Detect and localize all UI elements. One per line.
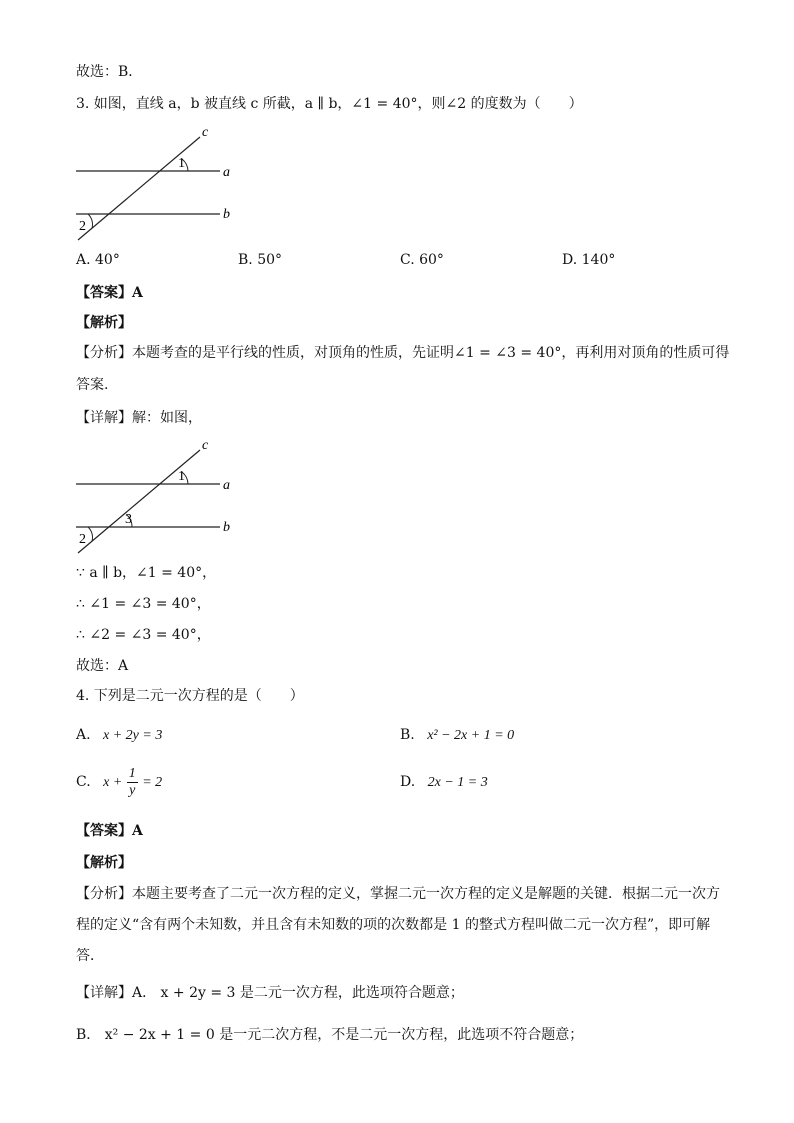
line-c bbox=[78, 450, 200, 553]
q4-detail-b: B． x² − 2x + 1 = 0 是一元二次方程，不是二元一次方程，此选项不符合题意； bbox=[76, 1027, 584, 1043]
q4-analysis-line1: 【分析】本题主要考查了二元一次方程的定义，掌握二元一次方程的定义是解题的关键．根据二元一次方 bbox=[76, 886, 720, 902]
q4-analysis-heading: 【解析】 bbox=[76, 855, 132, 871]
question-3-stem: 3. 如图，直线 a，b 被直线 c 所截，a ∥ b，∠1 = 40°，则∠2 的度数为（ ） bbox=[76, 96, 583, 112]
q3-option-d: D. 140° bbox=[562, 252, 616, 268]
angle-2-arc bbox=[88, 214, 93, 228]
q4-option-b bbox=[400, 725, 514, 746]
label-c: c bbox=[202, 125, 209, 140]
figure-q3 bbox=[70, 122, 250, 242]
q3-analysis-heading: 【解析】 bbox=[76, 315, 132, 331]
fraction-denominator: y bbox=[129, 782, 136, 798]
label-a: a bbox=[223, 165, 230, 180]
label-2: 2 bbox=[79, 532, 86, 547]
q4-option-c-post: = 2 bbox=[142, 775, 163, 790]
q4-option-a-label: A. bbox=[76, 727, 91, 743]
q4-option-d bbox=[400, 772, 488, 793]
q4-option-a bbox=[76, 725, 162, 746]
label-2: 2 bbox=[79, 219, 86, 234]
q4-option-b-expr: x² − 2x + 1 = 0 bbox=[427, 728, 515, 743]
figure-q3-solution bbox=[70, 435, 250, 555]
q3-analysis-line1: 【分析】本题考查的是平行线的性质，对顶角的性质，先证明∠1 = ∠3 = 40°，再利用对顶角的性质可得 bbox=[76, 345, 730, 361]
prev-answer-line: 故选：B． bbox=[76, 64, 143, 80]
fraction-numerator: 1 bbox=[128, 765, 136, 781]
label-a: a bbox=[223, 478, 230, 493]
q3-option-b: B. 50° bbox=[238, 252, 283, 268]
q4-option-a-expr: x + 2y = 3 bbox=[103, 728, 163, 743]
solution-step-1: ∵ a ∥ b，∠1 = 40°， bbox=[76, 565, 217, 581]
q4-option-c-fraction bbox=[127, 766, 138, 799]
solution-step-2: ∴ ∠1 = ∠3 = 40°， bbox=[76, 596, 211, 612]
q4-option-d-label: D. bbox=[400, 774, 416, 790]
label-3: 3 bbox=[125, 512, 132, 527]
q3-option-a: A. 40° bbox=[76, 252, 120, 268]
angle-2-arc bbox=[88, 527, 93, 541]
q4-analysis-line3: 答． bbox=[76, 948, 104, 964]
q4-detail-a: 【详解】A． x + 2y = 3 是二元一次方程，此选项符合题意； bbox=[76, 985, 464, 1001]
label-b: b bbox=[223, 207, 230, 222]
q3-final-choice: 故选：A bbox=[76, 658, 129, 674]
q4-option-b-label: B. bbox=[400, 727, 415, 743]
q4-option-d-expr: 2x − 1 = 3 bbox=[427, 775, 488, 790]
label-1: 1 bbox=[178, 469, 185, 484]
q4-option-c-label: C. bbox=[76, 774, 91, 790]
label-c: c bbox=[202, 438, 209, 453]
q4-analysis-line2: 程的定义“含有两个未知数，并且含有未知数的项的次数都是 1 的整式方程叫做二元一次方程”，即可解 bbox=[76, 917, 711, 933]
q4-answer: 【答案】A bbox=[76, 823, 143, 839]
label-b: b bbox=[223, 520, 230, 535]
label-1: 1 bbox=[178, 156, 185, 171]
question-4-stem: 4. 下列是二元一次方程的是（ ） bbox=[76, 688, 304, 704]
solution-step-3: ∴ ∠2 = ∠3 = 40°， bbox=[76, 627, 211, 643]
q3-analysis-line2: 答案. bbox=[76, 377, 109, 393]
q3-detail-heading: 【详解】解：如图， bbox=[76, 410, 202, 426]
q4-option-c bbox=[76, 762, 162, 803]
line-c bbox=[78, 137, 200, 240]
q3-answer: 【答案】A bbox=[76, 285, 143, 301]
q3-option-c: C. 60° bbox=[400, 252, 444, 268]
q4-option-c-pre: x + bbox=[103, 775, 123, 790]
